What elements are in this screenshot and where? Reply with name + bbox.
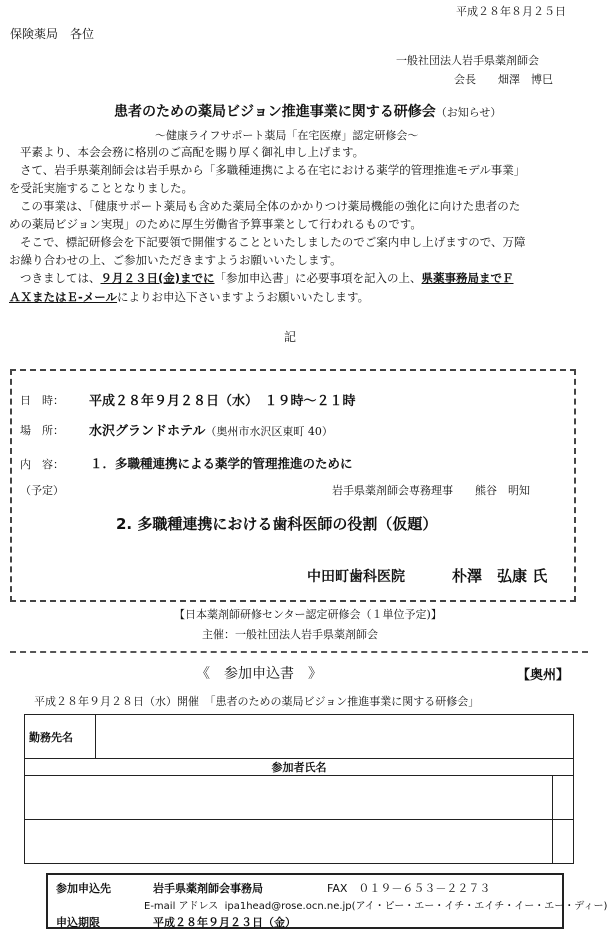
- application-form-table: [24, 714, 574, 864]
- body-line-5: めの薬局ビジョン実現」のために厚生労働省予算事業として行われるものです。: [9, 217, 422, 231]
- body-line-1: 平素より、本会会務に格別のご高配を賜り厚く御礼申し上げます。: [20, 145, 365, 159]
- body-line-8: [20, 271, 514, 286]
- destination-text-cont: ＡＸまたはＥ-メール: [9, 290, 118, 304]
- destination-text: 県薬事務局までＦ: [421, 271, 514, 285]
- form-title: 《 参加申込書 》: [196, 666, 322, 682]
- event-datetime: 平成２８年９月２８日（水） １９時～２１時: [89, 394, 356, 409]
- body-line-6: そこで、標記研修会を下記要領で開催することといたしましたのでご案内申し上げますので、万障: [20, 235, 526, 249]
- body-line-9: [9, 290, 369, 305]
- workplace-label: 勤務先名: [25, 715, 96, 759]
- body-line-9-post: によりお申込下さいますようお願いいたします。: [117, 290, 370, 304]
- apply-to-label: 参加申込先: [56, 882, 111, 895]
- venue-name: 水沢グランドホテル: [89, 424, 206, 439]
- participant-field[interactable]: [25, 820, 553, 864]
- speaker-2-name: 朴澤 弘康 氏: [452, 567, 548, 585]
- workplace-row: [25, 715, 574, 759]
- document-subtitle: ～健康ライフサポート薬局「在宅医療」認定研修会～: [155, 129, 419, 142]
- document-title: [114, 101, 501, 121]
- body-line-8-mid: 「参加申込書」に必要事項を記入の上、: [214, 271, 422, 285]
- body-line-7: お繰り合わせの上、ご参加いただきますようお願いいたします。: [9, 253, 342, 267]
- email-line: [144, 897, 607, 912]
- body-line-3: を受託実施することとなりました。: [9, 181, 193, 195]
- date-label: 日 時：: [20, 394, 64, 407]
- participants-row-1: [25, 776, 574, 820]
- recipient: 保険薬局 各位: [10, 27, 95, 41]
- issue-date: 平成２８年８月２５日: [456, 5, 566, 18]
- participants-label: 参加者氏名: [25, 759, 574, 776]
- sender-president: 会長 畑澤 博巳: [454, 73, 553, 86]
- form-event-line: 平成２８年９月２８日（水）開催 「患者のための薬局ビジョン推進事業に関する研修会」: [34, 695, 480, 708]
- participant-field[interactable]: [553, 820, 574, 864]
- deadline-label: 申込期限: [56, 916, 100, 929]
- participant-field[interactable]: [553, 776, 574, 820]
- certification-note: 【日本薬剤師研修センター認定研修会（１単位予定)】: [174, 608, 442, 621]
- organizer-note: 主催：一般社団法人岩手県薬剤師会: [202, 628, 378, 641]
- participant-field[interactable]: [25, 776, 553, 820]
- cut-line: [10, 651, 588, 653]
- participants-header-row: [25, 759, 574, 776]
- speaker-1: 岩手県薬剤師会専務理事 熊谷 明知: [332, 484, 530, 497]
- title-main: 患者のための薬局ビジョン推進事業に関する研修会: [114, 104, 436, 120]
- body-line-8-pre: つきましては、: [20, 271, 101, 285]
- body-line-4: この事業は、「健康サポート薬局も含めた薬局全体のかかりつけ薬局機能の強化に向けた患者のた: [20, 199, 521, 213]
- content-label: 内 容：: [20, 458, 64, 471]
- venue-address: （奥州市水沢区東町 40）: [205, 425, 333, 438]
- speaker-2-org: 中田町歯科医院: [307, 569, 405, 585]
- participants-row-2: [25, 820, 574, 864]
- email-reading: (アイ・ピー・エー・イチ・エイチ・イー・エー・ディー): [351, 901, 608, 912]
- ki-heading: 記: [284, 330, 297, 344]
- fax-number: FAX ０１９－６５３－２２７３: [327, 882, 491, 895]
- form-region: 【奥州】: [517, 668, 570, 683]
- application-deadline-text: ９月２３日(金)までに: [100, 271, 215, 285]
- email-address[interactable]: ipa1head@rose.ocn.ne.jp: [224, 901, 352, 912]
- body-line-2: さて、岩手県薬剤師会は岩手県から「多職種連携による在宅における薬学的管理推進モデル事業」: [20, 163, 526, 177]
- event-place: [89, 420, 333, 439]
- program-item-1: １．多職種連携による薬学的管理推進のために: [90, 456, 353, 471]
- place-label: 場 所：: [20, 424, 64, 437]
- tentative-label: （予定）: [20, 484, 64, 497]
- deadline-value: 平成２８年９月２３日（金）: [153, 916, 296, 929]
- workplace-field[interactable]: [96, 715, 574, 759]
- email-label: E-mail アドレス: [144, 901, 219, 912]
- office-name: 岩手県薬剤師会事務局: [153, 882, 263, 895]
- program-item-2: 2. 多職種連携における歯科医師の役割（仮題）: [116, 515, 438, 533]
- sender-org: 一般社団法人岩手県薬剤師会: [396, 54, 539, 67]
- title-suffix: （お知らせ）: [435, 106, 502, 119]
